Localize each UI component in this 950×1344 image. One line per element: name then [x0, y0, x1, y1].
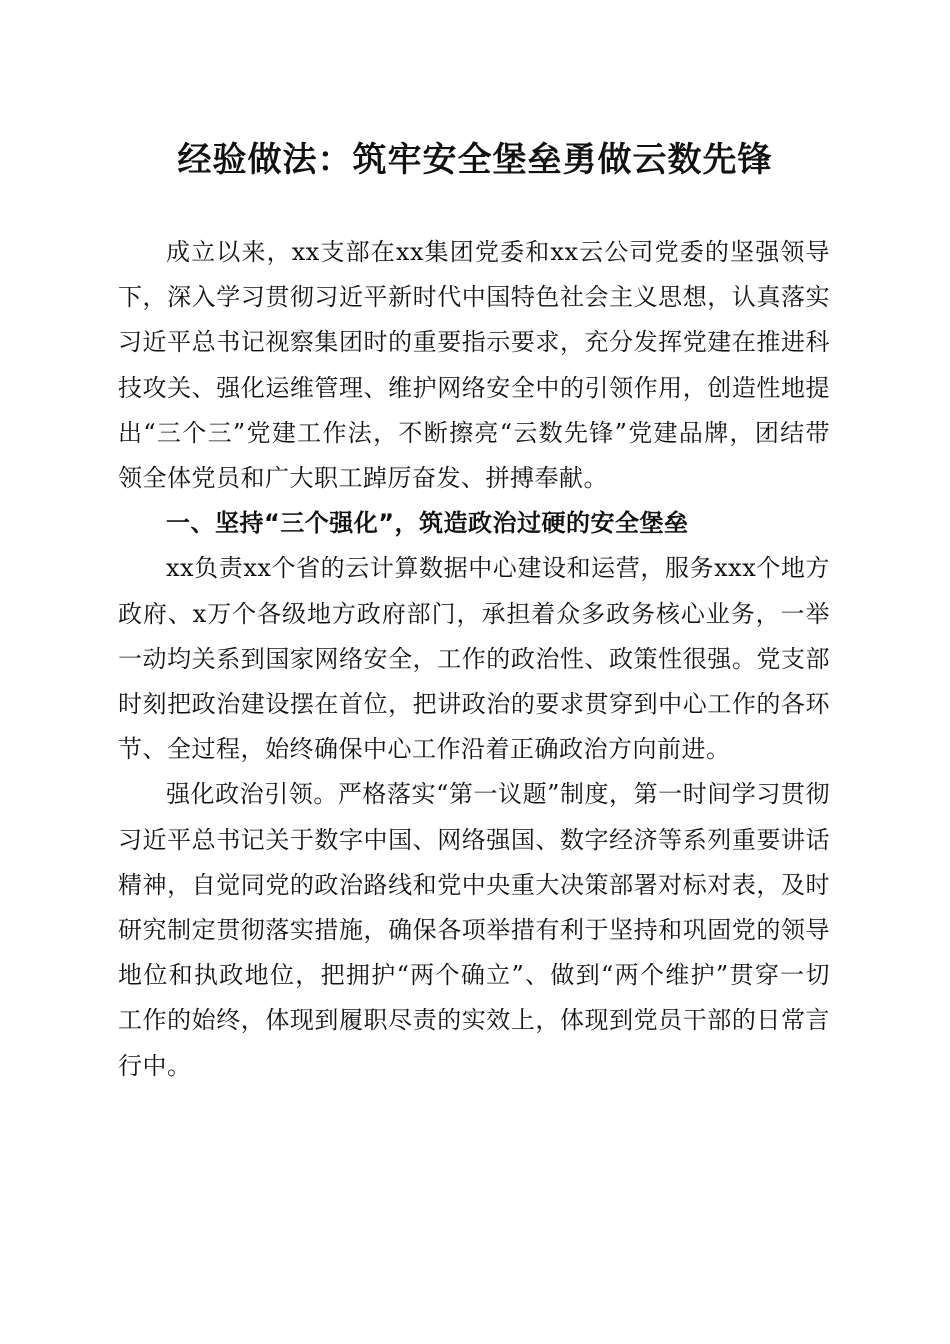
body-paragraph: 强化政治引领。严格落实“第一议题”制度，第一时间学习贯彻习近平总书记关于数字中国、网络强国、数字经济等系列重要讲话精神，自觉同党的政治路线和党中央重大决策部署对标对表，及时研究制定贯彻落实措施，确保各项举措有利于坚持和巩固党的领导地位和执政地位，把拥护“两个确立”、做到“两个维护”贯穿一切工作的始终，体现到履职尽责的实效上，体现到党员干部的日常言行中。	[118, 780, 830, 1080]
page-title: 经验做法：筑牢安全堡垒勇做云数先锋	[177, 140, 773, 180]
document-body	[118, 230, 830, 1089]
section-heading: 一、坚持“三个强化”，筑造政治过硬的安全堡垒	[166, 509, 689, 538]
body-paragraph: xx负责xx个省的云计算数据中心建设和运营，服务xxx个地方政府、x万个各级地方政府部门，承担着众多政务核心业务，一举一动均关系到国家网络安全，工作的政治性、政策性很强。党支部时刻把政治建设摆在首位，把讲政治的要求贯穿到中心工作的各环节、全过程，始终确保中心工作沿着正确政治方向前进。	[118, 554, 830, 764]
intro-paragraph: 成立以来，xx支部在xx集团党委和xx云公司党委的坚强领导下，深入学习贯彻习近平新时代中国特色社会主义思想，认真落实习近平总书记视察集团时的重要指示要求，充分发挥党建在推进科技攻关、强化运维管理、维护网络安全中的引领作用，创造性地提出“三个三”党建工作法，不断擦亮“云数先锋”党建品牌，团结带领全体党员和广大职工踔厉奋发、拼搏奉献。	[118, 238, 830, 493]
